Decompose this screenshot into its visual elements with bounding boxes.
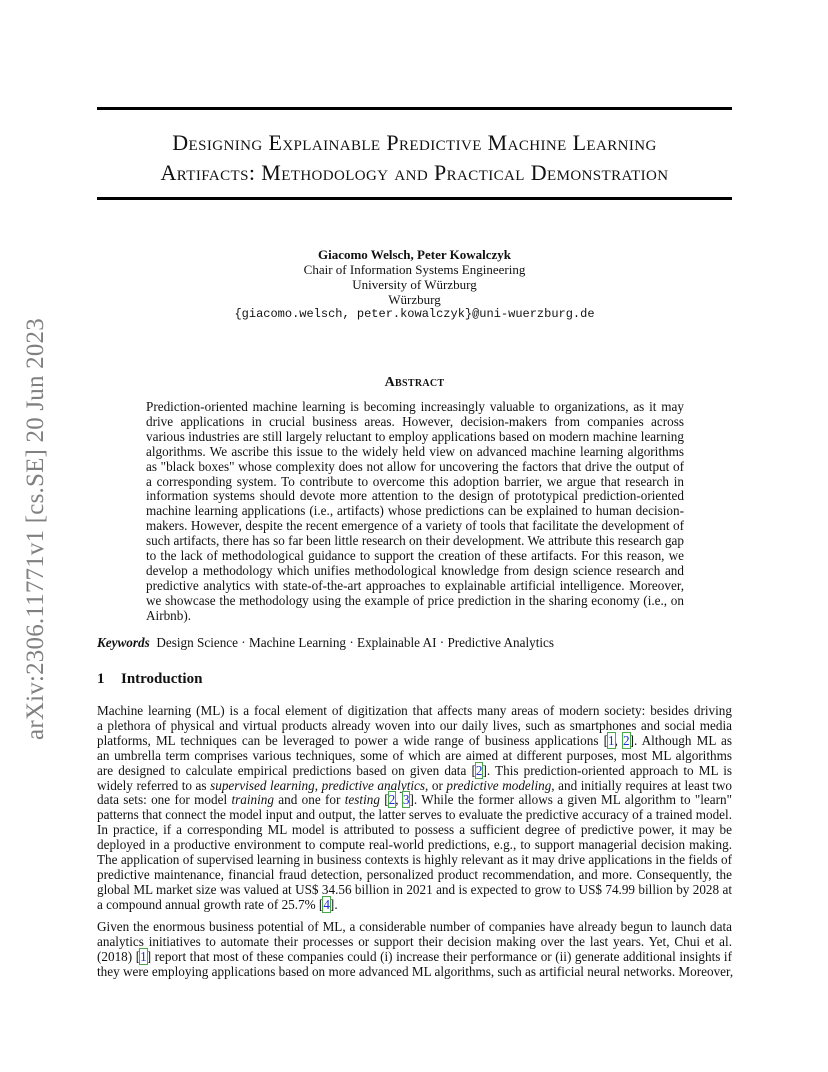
abstract-line: to the lack of methodological guidance to support the creation of these artifacts. For this reason, we bbox=[146, 548, 684, 564]
author-names: Giacomo Welsch, Peter Kowalczyk bbox=[317, 247, 512, 262]
paragraph-line: In practice, if a corresponding ML model is attributed to possess a sufficient degree of predictive power, it may be bbox=[97, 822, 732, 838]
arxiv-id-text: arXiv:2306.11771v1 [cs.SE] 20 Jun 2023 bbox=[22, 318, 50, 740]
abstract-line: develop a methodology which unifies methodological knowledge from design science research and bbox=[146, 562, 684, 578]
abstract-line: Prediction-oriented machine learning is becoming increasingly valuable to organizations, as it may bbox=[146, 399, 684, 414]
text-run: , bbox=[314, 777, 322, 793]
citation-link[interactable]: 4 bbox=[323, 896, 330, 912]
section-heading-introduction bbox=[97, 671, 202, 688]
paragraph-line: they were employing applications based on more advanced ML algorithms, such as artificial neural networks. Moreover, bbox=[97, 963, 734, 979]
paragraph-line: analytics initiatives to automate their processes or support their decision making over the last years. Yet, Chui et al. bbox=[97, 933, 732, 949]
citation-link[interactable]: 3 bbox=[402, 792, 410, 808]
paragraph-line bbox=[97, 793, 732, 808]
author-city: Würzburg bbox=[388, 292, 441, 307]
text-run: ]. bbox=[329, 896, 338, 912]
author-email: {giacomo.welsch, peter.kowalczyk}@uni-wuerzburg.de bbox=[234, 307, 595, 321]
abstract-line: various industries are still largely reluctant to employ applications based on modern machine learning bbox=[146, 428, 684, 444]
abstract-line: information systems should devote more attention to the design of prototypical prediction-oriented bbox=[146, 488, 684, 504]
keywords-label: Keywords bbox=[97, 635, 150, 650]
abstract-line: predictive analytics with state-of-the-art approaches to explainable artificial intelligence. Moreover, bbox=[146, 577, 684, 593]
section-title: Introduction bbox=[121, 671, 203, 687]
abstract-line: a corresponding system. To contribute to overcome this adoption barrier, we argue that research in bbox=[146, 473, 684, 489]
emphasis-term: training bbox=[231, 792, 274, 808]
text-run: ]. This prediction-oriented approach to ML is bbox=[482, 762, 732, 778]
title-line-1: Designing Explainable Predictive Machine Learning bbox=[172, 130, 657, 155]
text-run: are designed to calculate empirical predictions based on given data [ bbox=[97, 762, 476, 778]
citation-link[interactable]: 2 bbox=[475, 762, 483, 778]
abstract-line: such artifacts, there has so far been little research on their development. We attribute this research gap bbox=[146, 533, 684, 549]
text-run: [ bbox=[379, 792, 389, 808]
citation-link[interactable]: 1 bbox=[140, 948, 147, 964]
text-run: widely referred to as bbox=[97, 777, 211, 793]
emphasis-term: predictive analytics bbox=[321, 777, 426, 793]
abstract-body bbox=[146, 400, 684, 624]
paragraph-line bbox=[97, 898, 732, 913]
abstract-line: as "black boxes" whose complexity does not allow for uncovering the factors that drive the output of bbox=[146, 458, 684, 474]
keywords-line bbox=[97, 635, 732, 650]
paragraph-line: Given the enormous business potential of ML, a considerable number of companies have already begun to launch data bbox=[97, 919, 732, 934]
intro-paragraph-1 bbox=[97, 704, 732, 913]
text-run: and one for bbox=[273, 792, 345, 808]
paragraph-line bbox=[97, 734, 732, 749]
text-run: a compound annual growth rate of 25.7% [ bbox=[97, 896, 324, 912]
citation-link[interactable]: 1 bbox=[607, 732, 615, 748]
text-run: , and initially requires at least two bbox=[551, 777, 732, 793]
abstract-line: Airbnb). bbox=[146, 607, 192, 623]
text-run: , bbox=[614, 732, 623, 748]
abstract-heading: Abstract bbox=[384, 375, 445, 390]
citation-link[interactable]: 2 bbox=[388, 792, 396, 808]
text-run: platforms, ML techniques can be leveraged to power a wide range of business applications [ bbox=[97, 732, 608, 748]
paper-title bbox=[97, 128, 732, 188]
abstract-line: makers. However, despite the recent emergence of a variety of tools that facilitate the development of bbox=[146, 518, 684, 534]
author-block bbox=[97, 247, 732, 322]
title-line-2: Artifacts: Methodology and Practical Demonstration bbox=[160, 160, 669, 185]
paragraph-line bbox=[97, 950, 732, 965]
paragraph-line: global ML market size was valued at US$ 34.56 billion in 2021 and is expected to grow to US$ 74.99 billion by 2028 at bbox=[97, 881, 732, 897]
section-number: 1 bbox=[97, 671, 105, 687]
paragraph-line: deployed in a productive environment to compute real-world predictions, e.g., to support managerial decision making. bbox=[97, 837, 732, 853]
text-run: ]. While the former allows a given ML algorithm to "learn" bbox=[409, 792, 732, 808]
emphasis-term: supervised learning bbox=[210, 777, 315, 793]
paragraph-line bbox=[97, 764, 732, 779]
text-run: ] report that most of these companies could (i) increase their performance or (ii) generate additional insights if bbox=[146, 948, 732, 964]
text-run: ]. Although ML as bbox=[629, 732, 732, 748]
title-top-rule bbox=[97, 107, 732, 110]
abstract-line: we showcase the methodology using the example of price prediction in the sharing economy (i.e., on bbox=[146, 592, 684, 608]
citation-link[interactable]: 2 bbox=[622, 732, 630, 748]
text-run: , bbox=[395, 792, 403, 808]
paragraph-line: Machine learning (ML) is a focal element of digitization that affects many areas of modern society: besides driving bbox=[97, 703, 732, 718]
abstract-line: machine learning applications (i.e., artifacts) whose predictions can be explained to human decision- bbox=[146, 503, 684, 519]
abstract-line: drive applications in crucial business areas. However, decision-makers from companies across bbox=[146, 413, 684, 429]
paragraph-line: an umbrella term comprises various techniques, some of which are aimed at different purposes, most ML algorithms bbox=[97, 747, 732, 763]
title-bottom-rule bbox=[97, 197, 732, 200]
intro-paragraph-2 bbox=[97, 920, 732, 980]
text-run: , or bbox=[425, 777, 447, 793]
author-affiliation-chair: Chair of Information Systems Engineering bbox=[303, 262, 526, 277]
text-run: data sets: one for model bbox=[97, 792, 232, 808]
paragraph-line: patterns that connect the model input and output, the latter serves to evaluate the predictive accuracy of a trained model. bbox=[97, 807, 732, 823]
author-affiliation-university: University of Würzburg bbox=[352, 277, 477, 292]
emphasis-term: predictive modeling bbox=[446, 777, 552, 793]
paragraph-line: The application of supervised learning in business contexts is highly relevant as it may drive applications in the fields of bbox=[97, 852, 732, 868]
keywords-text: Design Science · Machine Learning · Explainable AI · Predictive Analytics bbox=[156, 635, 555, 650]
paragraph-line: predictive maintenance, financial fraud detection, personalized product recommendation, and more. Consequently, the bbox=[97, 866, 732, 882]
emphasis-term: testing bbox=[344, 792, 380, 808]
arxiv-identifier-stamp bbox=[19, 296, 53, 762]
text-run: (2018) [ bbox=[97, 948, 141, 964]
abstract-line: algorithms. We ascribe this issue to the widely held view on advanced machine learning algorithms bbox=[146, 443, 684, 459]
paragraph-line: a plethora of physical and virtual products already woven into our daily lives, such as smartphones and social media bbox=[97, 717, 732, 733]
